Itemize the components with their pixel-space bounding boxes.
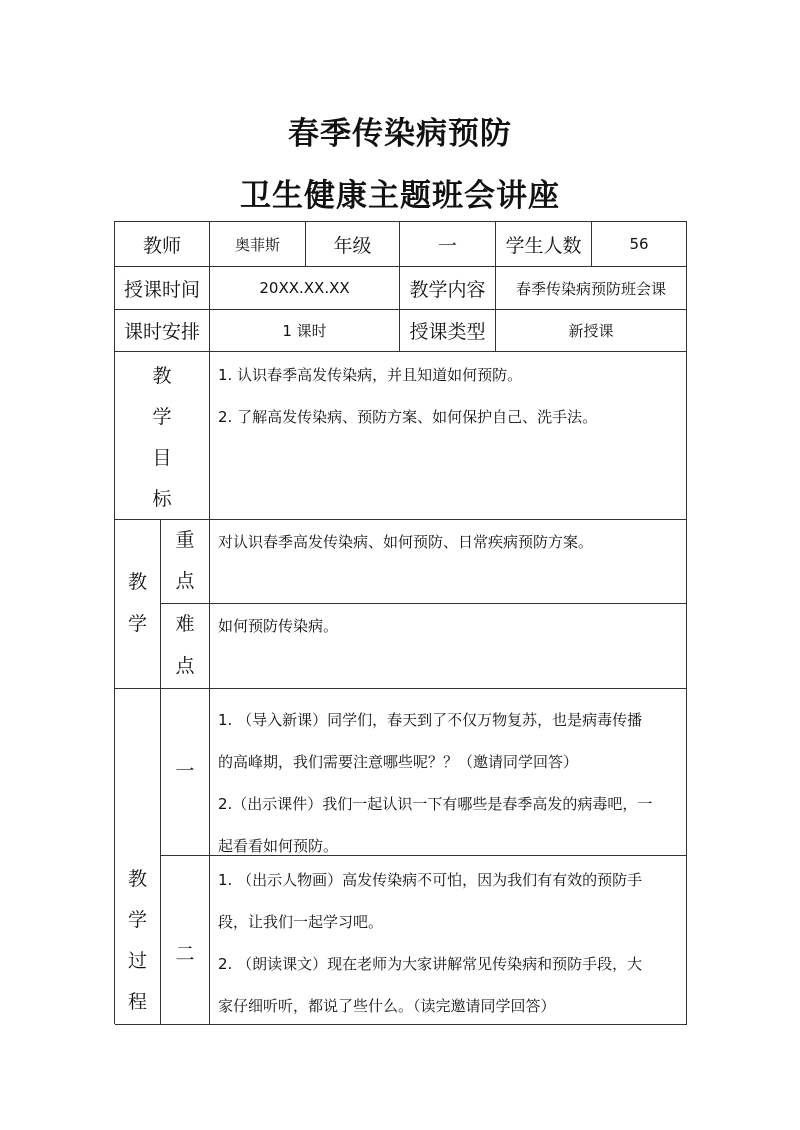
difficulty-char: 难 <box>175 613 195 635</box>
step-one-line: 2.（出示课件）我们一起认识一下有哪些是春季高发的病毒吧，一 <box>218 795 653 813</box>
objective-item: 2. 了解高发传染病、预防方案、如何保护自己、洗手法。 <box>218 408 598 426</box>
key-point-char: 重 <box>175 529 195 551</box>
objectives-label-char: 教 <box>152 365 172 387</box>
hours-label: 课时安排 <box>115 310 210 352</box>
time-label: 授课时间 <box>115 267 210 310</box>
hours-value: 1 课时 <box>210 310 400 352</box>
content-label: 教学内容 <box>400 267 496 310</box>
grade-value: 一 <box>400 222 496 267</box>
process-label-cell <box>115 689 161 1025</box>
title-line-2: 卫生健康主题班会讲座 <box>240 178 560 214</box>
step-two-label: 二 <box>161 856 210 1025</box>
step-one-line: 起看看如何预防。 <box>218 837 339 855</box>
objectives-label <box>115 352 209 526</box>
difficulty-label <box>161 604 209 694</box>
step-one-content <box>210 689 687 856</box>
teaching-label-char: 学 <box>127 613 147 635</box>
difficulty-label-cell <box>161 604 210 689</box>
grade-label: 年级 <box>306 222 400 267</box>
step-two-line: 2. （朗读课文）现在老师为大家讲解常见传染病和预防手段，大 <box>218 955 643 973</box>
step-two-line: 家仔细听听，都说了些什么。（读完邀请同学回答） <box>218 997 556 1015</box>
key-point-label-cell <box>161 520 210 604</box>
key-point-label <box>161 520 209 608</box>
step-two-line: 段，让我们一起学习吧。 <box>218 913 384 931</box>
teaching-label-char: 教 <box>127 571 147 593</box>
teacher-value: 奥菲斯 <box>210 222 306 267</box>
objectives-label-cell <box>115 352 210 520</box>
process-label <box>115 689 160 1029</box>
objectives-content <box>210 352 687 520</box>
step-one-line: 的高峰期，我们需要注意哪些呢？？（邀请同学回答） <box>218 753 579 771</box>
process-label-char: 程 <box>127 991 147 1013</box>
key-point-content <box>210 520 687 604</box>
difficulty-char: 点 <box>175 655 195 677</box>
title-line-1: 春季传染病预防 <box>288 116 512 152</box>
key-point-text: 对认识春季高发传染病、如何预防、日常疾病预防方案。 <box>218 533 594 551</box>
objective-item: 1. 认识春季高发传染病，并且知道如何预防。 <box>218 366 523 384</box>
students-label: 学生人数 <box>496 222 592 267</box>
process-label-char: 过 <box>127 950 147 972</box>
content-value: 春季传染病预防班会课 <box>496 267 687 310</box>
type-value: 新授课 <box>496 310 687 352</box>
objectives-label-char: 标 <box>152 488 172 510</box>
teacher-label: 教师 <box>115 222 210 267</box>
process-label-char: 教 <box>127 868 147 890</box>
objectives-label-char: 目 <box>152 447 172 469</box>
type-label: 授课类型 <box>400 310 496 352</box>
step-one-line: 1. （导入新课）同学们，春天到了不仅万物复苏，也是病毒传播 <box>218 711 643 729</box>
teaching-label <box>115 520 160 652</box>
difficulty-content <box>210 604 687 689</box>
students-value: 56 <box>592 222 687 267</box>
teaching-label-cell <box>115 520 161 689</box>
step-two-line: 1. （出示人物画）高发传染病不可怕，因为我们有有效的预防手 <box>218 871 643 889</box>
objectives-label-char: 学 <box>152 406 172 428</box>
key-point-char: 点 <box>175 570 195 592</box>
time-value: 20XX.XX.XX <box>210 267 400 310</box>
lesson-plan-table <box>114 221 687 1024</box>
step-one-label: 一 <box>161 689 210 856</box>
difficulty-text: 如何预防传染病。 <box>218 617 339 635</box>
process-label-char: 学 <box>127 909 147 931</box>
step-two-content <box>210 856 687 1025</box>
